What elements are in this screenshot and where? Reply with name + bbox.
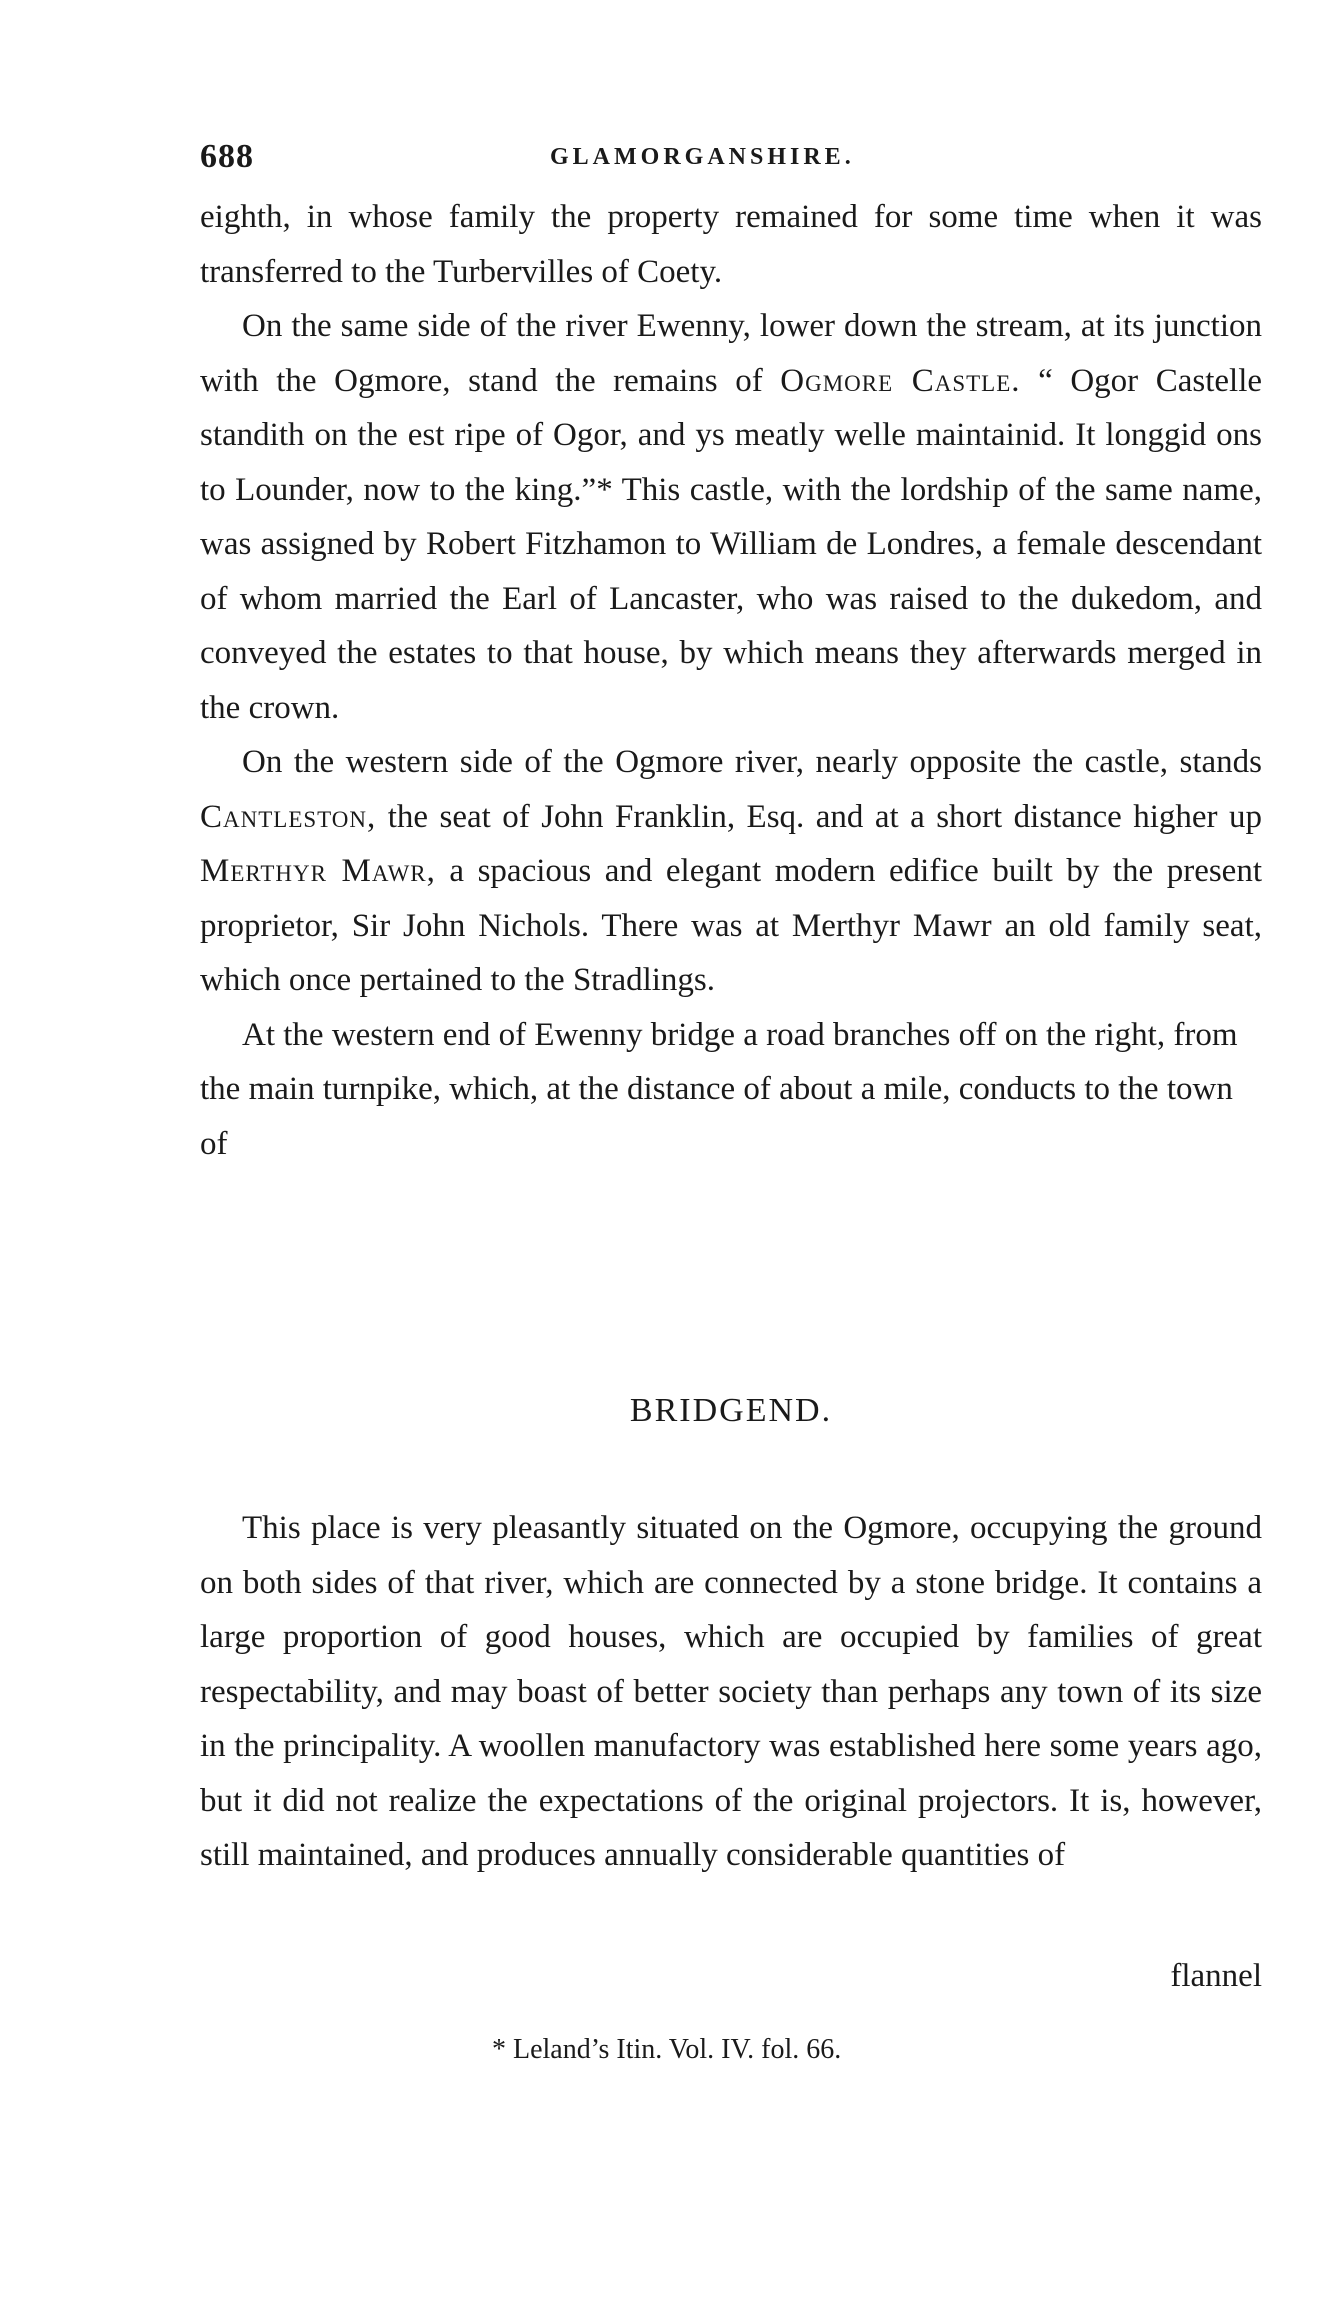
footnote: * Leland’s Itin. Vol. IV. fol. 66.	[492, 2034, 842, 2065]
page-number: 688	[200, 138, 254, 175]
paragraph-3	[200, 735, 1262, 1008]
main-text	[200, 190, 1262, 1171]
running-head: GLAMORGANSHIRE.	[550, 144, 855, 170]
place-name-ogmore-castle: Ogmore Castle.	[780, 362, 1021, 399]
paragraph-4: At the western end of Ewenny bridge a road branches off on the right, from the main turnpike, which, at the distance of about a mile, conducts to the town of	[200, 1016, 1238, 1162]
paragraph-2-text-after: “ Ogor Castelle standith on the est ripe of Ogor, and ys meatly welle maintainid. It longgid ons to Lounder, now to the king.”* This castle, with the lordship of the same name, was assigned by Robert Fitzhamon to William de Londres, a female descendant of whom married the Earl of Lancaster, who was raised to the dukedom, and conveyed the estates to that house, by which means they afterwards merged in the crown.	[200, 362, 1263, 726]
paragraph-1: eighth, in whose family the property remained for some time when it was transferred to the Turbervilles of Coety.	[200, 199, 1262, 290]
paragraph-5: This place is very pleasantly situated on the Ogmore, occupying the ground on both sides of that river, which are connected by a stone bridge. It contains a large proportion of good houses, which are occupied by families of great respectability, and may boast of better society than perhaps any town of its size in the principality. A woollen manufactory was established here some years ago, but it did not realize the expectations of the original projectors. It is, however, still maintained, and produces annually considerable quantities of	[200, 1510, 1262, 1873]
section-heading-bridgend: BRIDGEND.	[629, 1392, 833, 1429]
paragraph-3-text-middle: the seat of John Franklin, Esq. and at a short distance higher up	[376, 798, 1262, 835]
paragraph-3-text-before: On the western side of the Ogmore river, nearly opposite the castle, stands	[242, 744, 1262, 780]
catchword: flannel	[1170, 1958, 1262, 1994]
place-name-merthyr-mawr: Merthyr Mawr,	[200, 853, 436, 889]
place-name-cantleston: Cantleston,	[200, 798, 377, 835]
page-header	[200, 138, 1160, 178]
paragraph-2-text-before: On the same side of the river Ewenny, lower down the stream, at its junction with the Ogmore, stand the remains of	[200, 308, 1262, 399]
paragraph-2	[200, 299, 1262, 735]
paragraph-3-text-after: a spacious and elegant modern edifice built by the present proprietor, Sir John Nichols. There was at Merthyr Mawr an old family seat, which once pertained to the Stradlings.	[200, 853, 1262, 998]
section-text	[200, 1501, 1262, 1883]
